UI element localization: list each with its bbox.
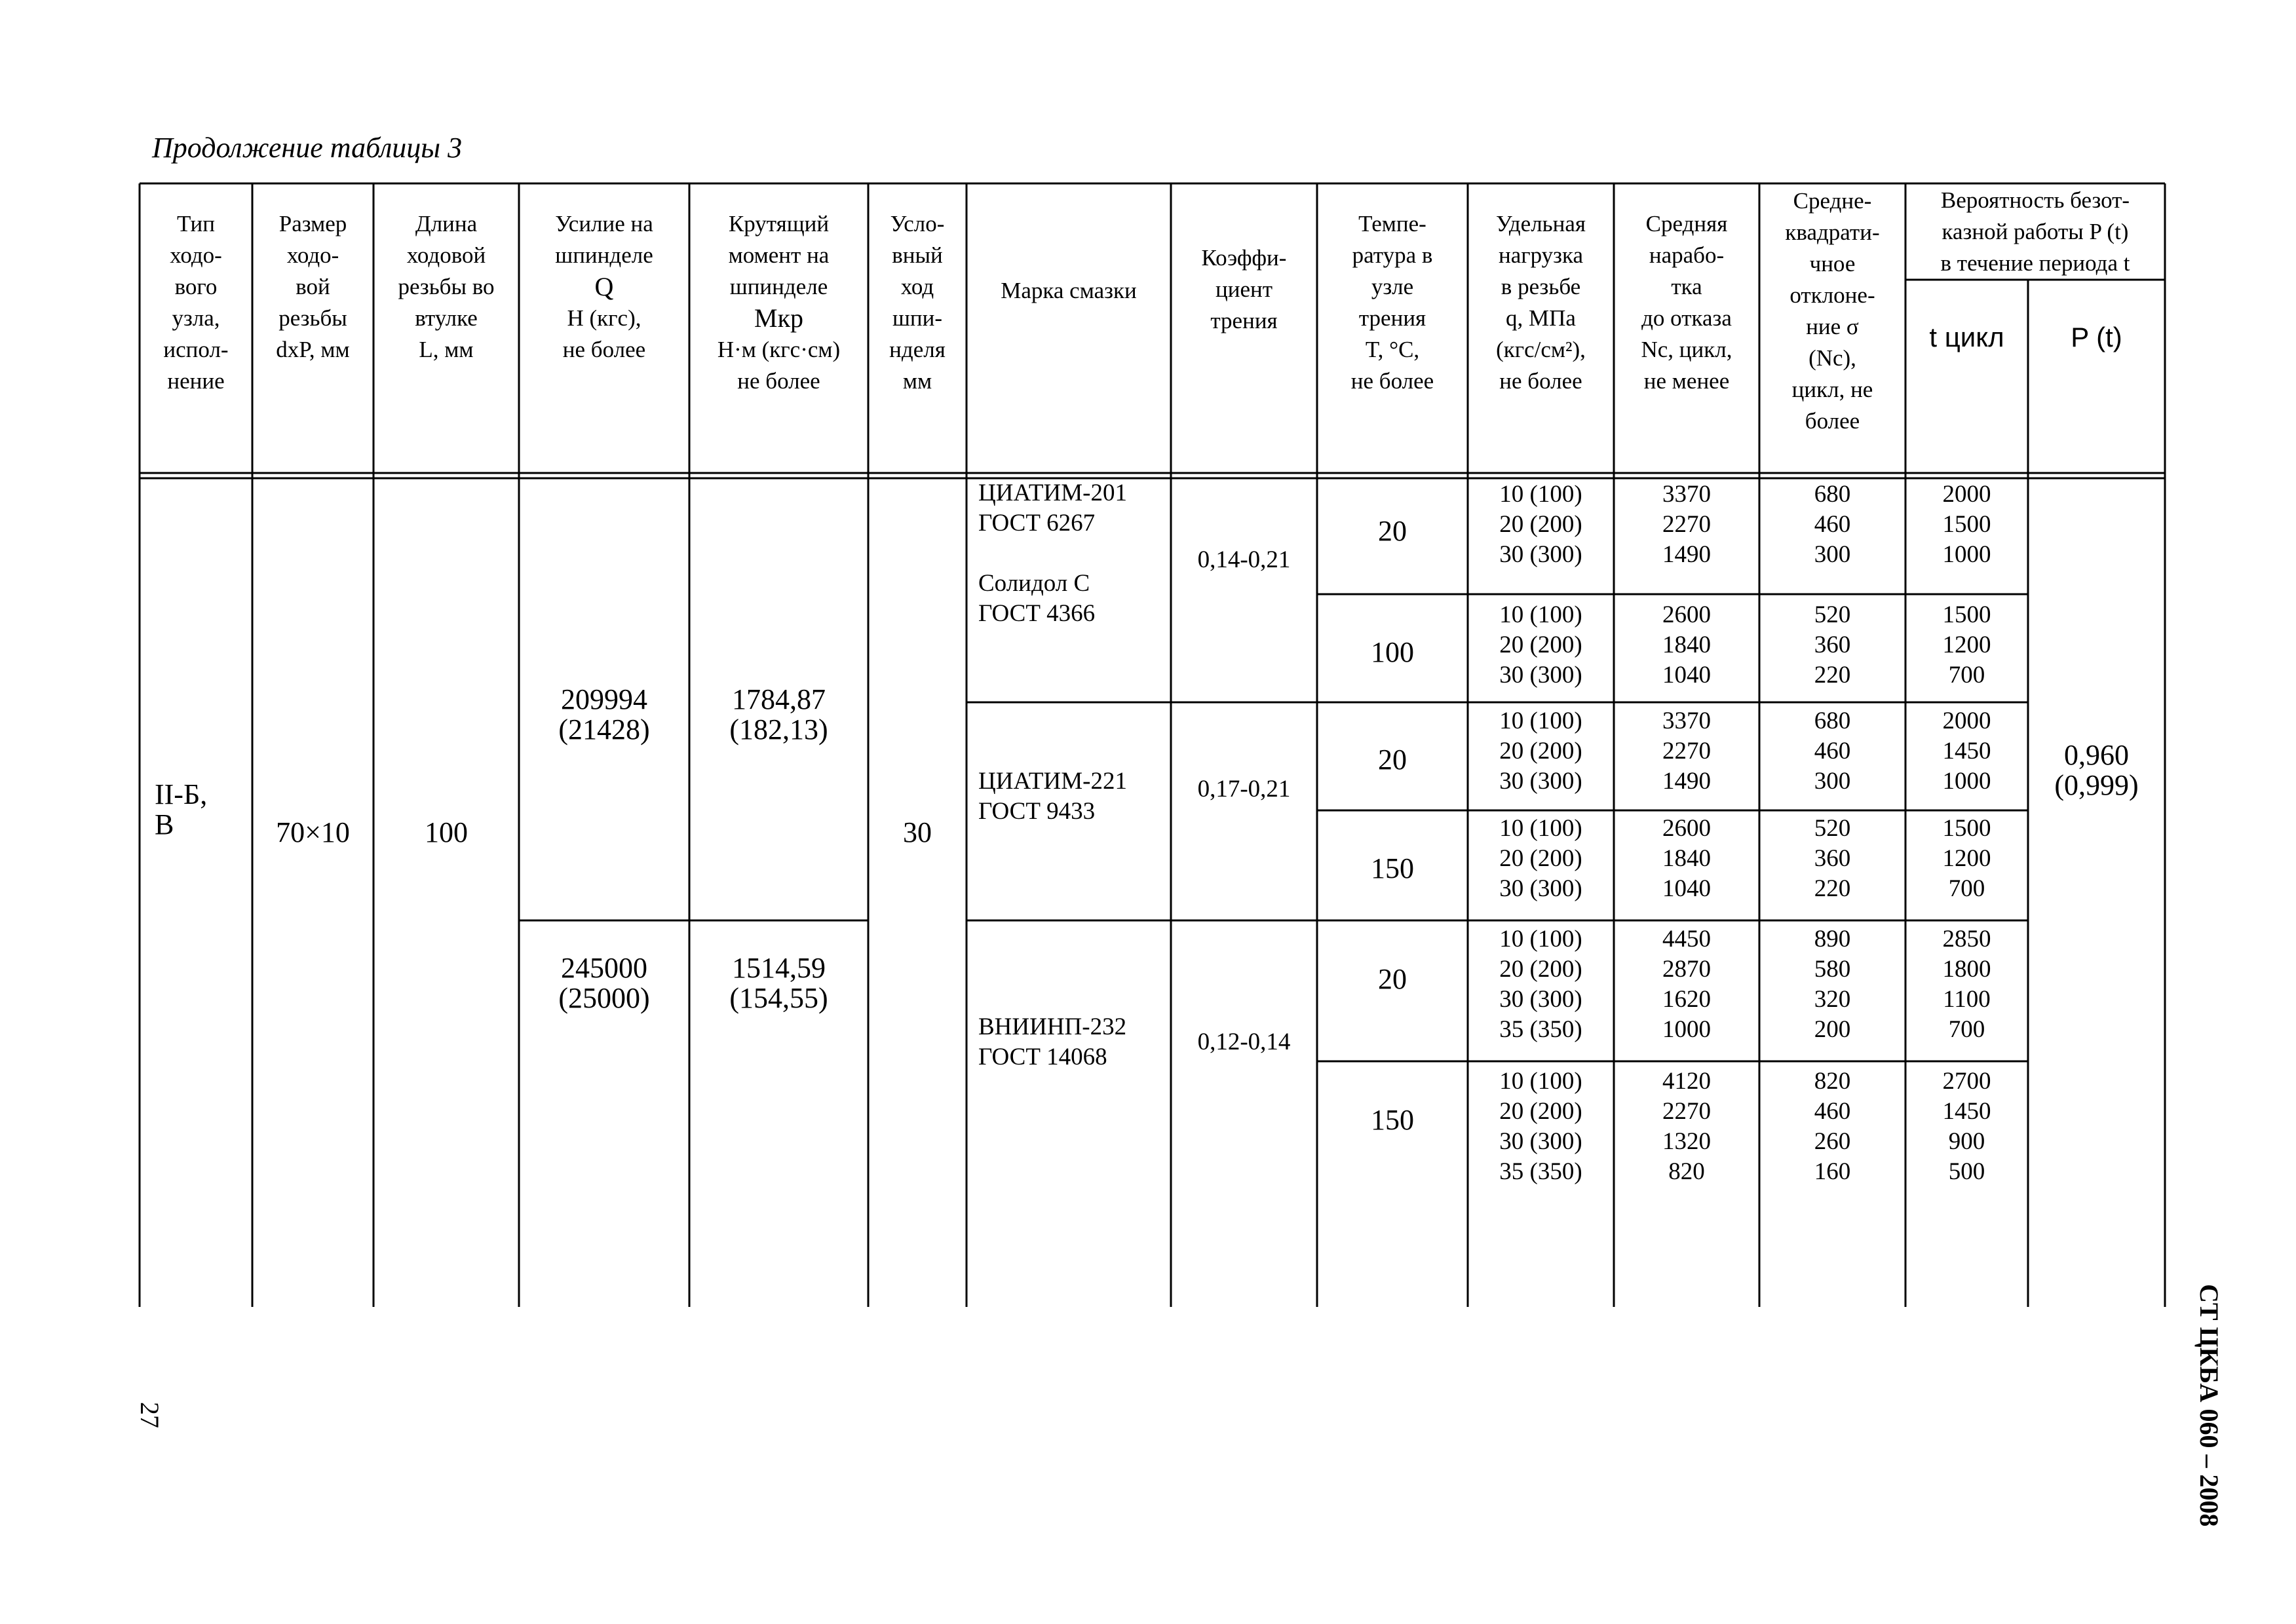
cell-force-1: 209994 (21428)	[558, 683, 650, 746]
cell-friction-1: 0,14-0,21	[1197, 546, 1291, 573]
header-specific-load: Удельная нагрузка в резьбе q, МПа (кгс/см²), не более	[1495, 211, 1586, 394]
header-p-t: P (t)	[2071, 322, 2122, 352]
cell-lubricant-2: ЦИАТИМ-221 ГОСТ 9433	[978, 768, 1127, 825]
cell-mean-group-4: 2600 1840 1040	[1662, 815, 1711, 902]
cell-sigma-group-1: 680 460 300	[1814, 481, 1851, 568]
header-lubricant: Марка смазки	[1001, 278, 1137, 303]
cell-torque-2: 1514,59 (154,55)	[729, 952, 828, 1014]
cell-temp-5: 20	[1378, 963, 1407, 995]
cell-load-group-2: 10 (100) 20 (200) 30 (300)	[1499, 601, 1582, 689]
cell-load-group-4: 10 (100) 20 (200) 30 (300)	[1499, 815, 1582, 902]
cell-sigma-group-6: 820 460 260 160	[1814, 1068, 1851, 1185]
header-thread-size: Размер ходо- вой резьбы dxP, мм	[276, 211, 350, 362]
cell-mean-group-1: 3370 2270 1490	[1662, 481, 1711, 568]
cell-thread-size: 70×10	[276, 816, 350, 848]
cell-mean-group-3: 3370 2270 1490	[1662, 708, 1711, 795]
cell-sigma-group-4: 520 360 220	[1814, 815, 1851, 902]
header-std-deviation: Средне- квадрати- чное отклоне- ние σ (Nc), цикл, не более	[1785, 188, 1880, 434]
cell-mean-group-6: 4120 2270 1320 820	[1662, 1068, 1711, 1185]
header-temperature: Темпе- ратура в узле трения T, °C, не более	[1350, 211, 1434, 394]
cell-temp-2: 100	[1371, 636, 1414, 668]
header-stroke: Усло- вный ход шпи- нделя мм	[889, 211, 946, 394]
cell-t-group-4: 1500 1200 700	[1942, 815, 1991, 902]
cell-lubricant-3: ВНИИНП-232 ГОСТ 14068	[978, 1013, 1127, 1070]
cell-t-group-5: 2850 1800 1100 700	[1942, 926, 1991, 1043]
header-type: Тип ходо- вого узла, испол- нение	[163, 211, 229, 394]
header-probability: Вероятность безот- казной работы P (t) в течение периода t	[1940, 187, 2130, 276]
cell-friction-2: 0,17-0,21	[1197, 776, 1291, 803]
cell-t-group-1: 2000 1500 1000	[1942, 481, 1991, 568]
table-caption: Продолжение таблицы 3	[152, 132, 463, 164]
cell-load-group-6: 10 (100) 20 (200) 30 (300) 35 (350)	[1499, 1068, 1582, 1185]
cell-type: II-Б, В	[155, 778, 208, 840]
cell-load-group-5: 10 (100) 20 (200) 30 (300) 35 (350)	[1499, 926, 1582, 1043]
cell-t-group-3: 2000 1450 1000	[1942, 708, 1991, 795]
cell-sigma-group-5: 890 580 320 200	[1814, 926, 1851, 1043]
page-number: 27	[135, 1402, 164, 1428]
cell-load-group-3: 10 (100) 20 (200) 30 (300)	[1499, 708, 1582, 795]
header-t-cycle: t цикл	[1929, 322, 2004, 352]
cell-probability: 0,960 (0,999)	[2054, 739, 2139, 801]
document-id: СТ ЦКБА 060 – 2008	[2194, 1284, 2224, 1527]
cell-friction-3: 0,12-0,14	[1197, 1029, 1291, 1055]
cell-mean-group-5: 4450 2870 1620 1000	[1662, 926, 1711, 1043]
cell-torque-1: 1784,87 (182,13)	[729, 683, 828, 746]
header-force: Усилие на шпинделе Q Н (кгс), не более	[555, 211, 653, 362]
cell-sigma-group-3: 680 460 300	[1814, 708, 1851, 795]
header-torque: Крутящий момент на шпинделе Mкр Н·м (кгс·см) не более	[717, 211, 841, 394]
cell-thread-length: 100	[425, 816, 468, 848]
cell-load-group-1: 10 (100) 20 (200) 30 (300)	[1499, 481, 1582, 568]
cell-t-group-6: 2700 1450 900 500	[1942, 1068, 1991, 1185]
header-thread-length: Длина ходовой резьбы во втулке L, мм	[398, 211, 495, 362]
cell-temp-4: 150	[1371, 852, 1414, 884]
cell-force-2: 245000 (25000)	[558, 952, 650, 1014]
cell-temp-1: 20	[1378, 515, 1407, 547]
header-mean-life: Средняя нарабо- тка до отказа Nc, цикл, не менее	[1641, 211, 1732, 394]
cell-temp-6: 150	[1371, 1104, 1414, 1136]
cell-sigma-group-2: 520 360 220	[1814, 601, 1851, 689]
cell-t-group-2: 1500 1200 700	[1942, 601, 1991, 689]
cell-lubricant-1: ЦИАТИМ-201 ГОСТ 6267 Солидол С ГОСТ 4366	[978, 480, 1127, 627]
cell-temp-3: 20	[1378, 744, 1407, 776]
header-friction: Коэффи- циент трения	[1201, 245, 1287, 333]
cell-stroke: 30	[903, 816, 932, 848]
cell-mean-group-2: 2600 1840 1040	[1662, 601, 1711, 689]
